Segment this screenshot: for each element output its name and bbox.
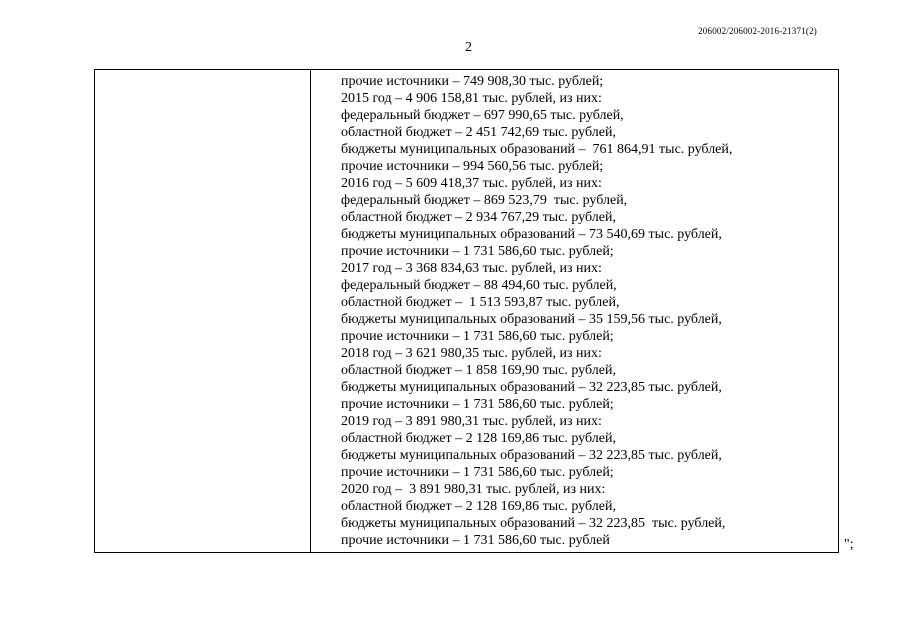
table-line: областной бюджет – 2 128 169,86 тыс. рублей, [341,499,616,514]
table-line: 2018 год – 3 621 980,35 тыс. рублей, из них: [341,346,602,361]
table-line: областной бюджет – 2 128 169,86 тыс. рублей, [341,431,616,446]
table-line: 2015 год – 4 906 158,81 тыс. рублей, из них: [341,91,602,106]
table-line: бюджеты муниципальных образований – 32 223,85 тыс. рублей, [341,380,722,395]
table-line: 2017 год – 3 368 834,63 тыс. рублей, из них: [341,261,602,276]
table-line: областной бюджет – 1 513 593,87 тыс. рублей, [341,295,620,310]
table-line: прочие источники – 749 908,30 тыс. рублей; [341,74,604,89]
table-line: 2019 год – 3 891 980,31 тыс. рублей, из них: [341,414,602,429]
table-line: бюджеты муниципальных образований – 35 159,56 тыс. рублей, [341,312,722,327]
column-divider [310,70,311,552]
table-line: прочие источники – 1 731 586,60 тыс. рублей [341,533,610,548]
table-line: федеральный бюджет – 697 990,65 тыс. рублей, [341,108,624,123]
table-line: областной бюджет – 2 451 742,69 тыс. рублей, [341,125,616,140]
table-line: бюджеты муниципальных образований – 761 864,91 тыс. рублей, [341,142,733,157]
table-line: прочие источники – 994 560,56 тыс. рублей; [341,159,604,174]
table-line: прочие источники – 1 731 586,60 тыс. рублей; [341,397,614,412]
table-line: прочие источники – 1 731 586,60 тыс. рублей; [341,465,614,480]
budget-table [94,69,839,553]
table-line: бюджеты муниципальных образований – 73 540,69 тыс. рублей, [341,227,722,242]
page-number: 2 [465,40,472,55]
table-line: прочие источники – 1 731 586,60 тыс. рублей; [341,329,614,344]
table-line: бюджеты муниципальных образований – 32 223,85 тыс. рублей, [341,516,726,531]
table-line: 2016 год – 5 609 418,37 тыс. рублей, из них: [341,176,602,191]
table-line: областной бюджет – 1 858 169,90 тыс. рублей, [341,363,616,378]
closing-quote-mark: "; [844,537,854,552]
right-column-text [341,73,732,549]
table-line: областной бюджет – 2 934 767,29 тыс. рублей, [341,210,616,225]
document-code: 206002/206002-2016-21371(2) [698,26,817,36]
table-line: бюджеты муниципальных образований – 32 223,85 тыс. рублей, [341,448,722,463]
table-line: прочие источники – 1 731 586,60 тыс. рублей; [341,244,614,259]
table-line: федеральный бюджет – 869 523,79 тыс. рублей, [341,193,628,208]
table-line: 2020 год – 3 891 980,31 тыс. рублей, из них: [341,482,606,497]
table-line: федеральный бюджет – 88 494,60 тыс. рублей, [341,278,617,293]
